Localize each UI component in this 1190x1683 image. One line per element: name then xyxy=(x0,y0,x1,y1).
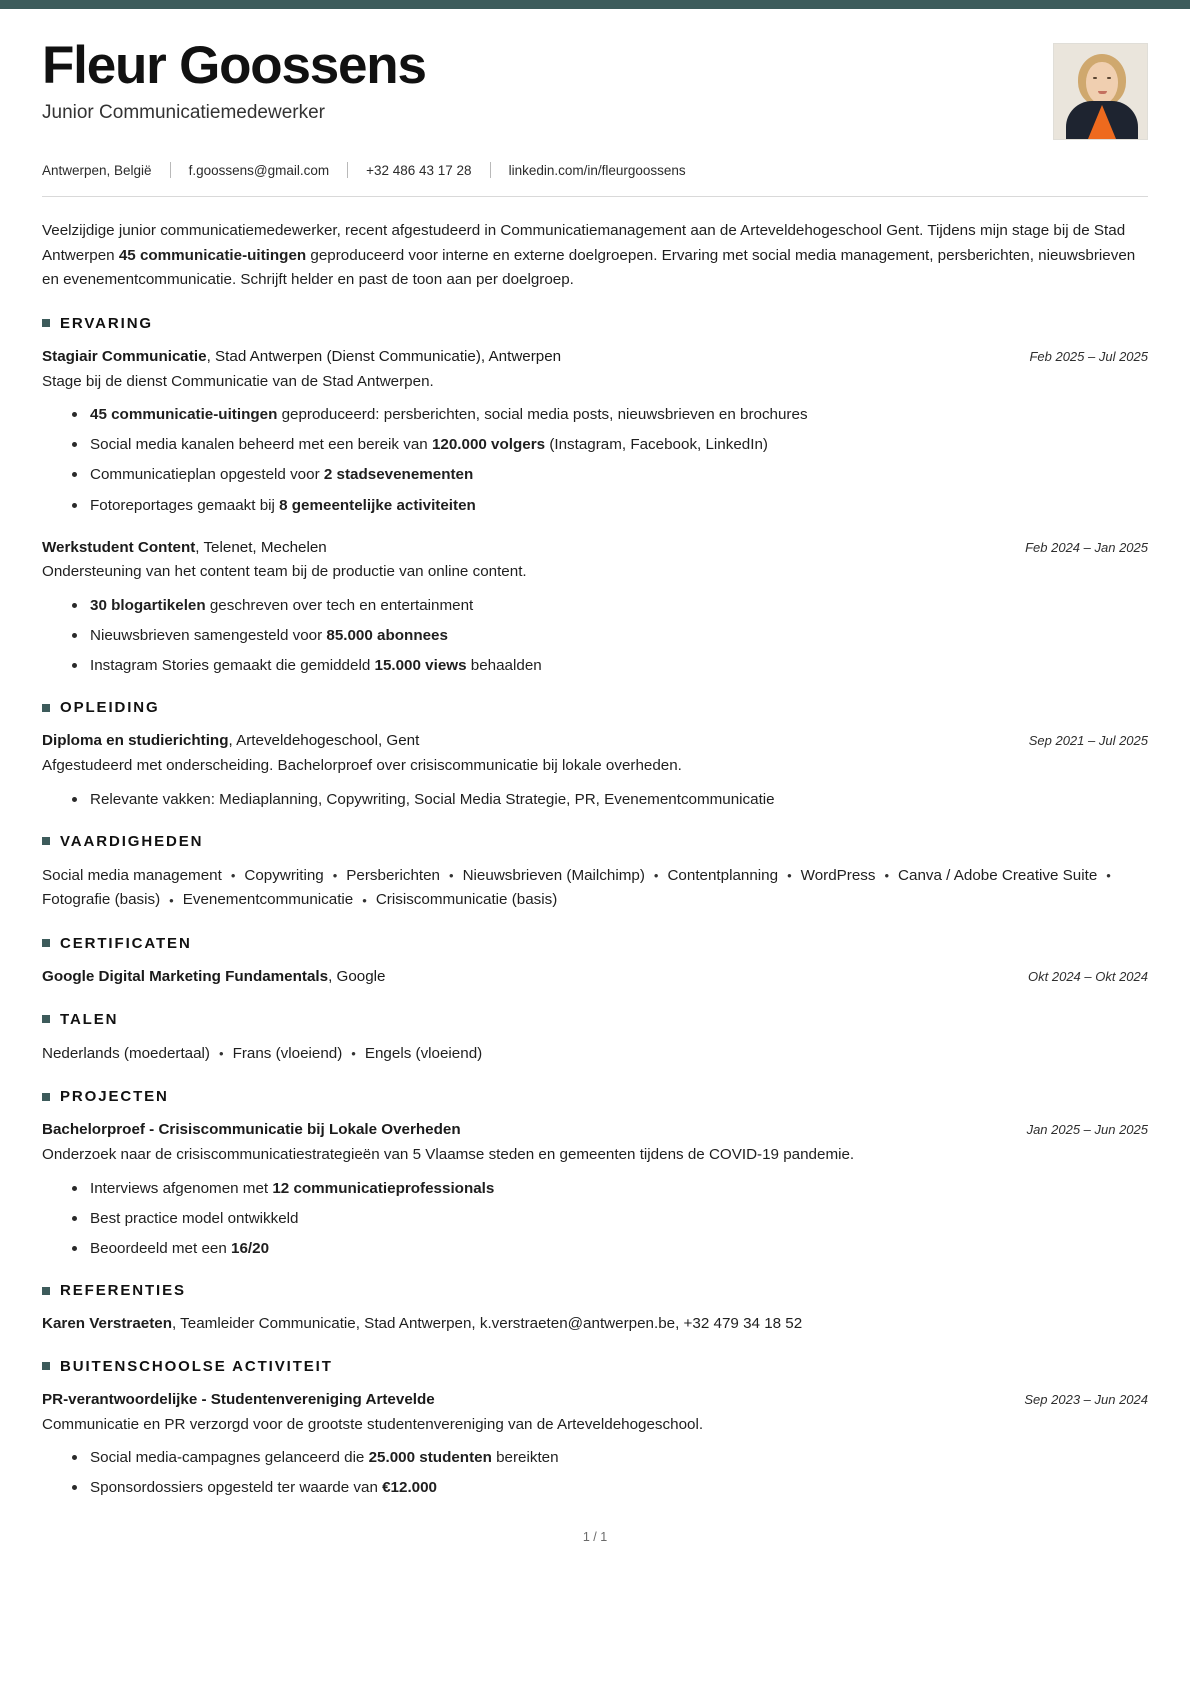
skills-inline-list xyxy=(42,864,1148,913)
page-footer xyxy=(0,1530,1190,1544)
bullet-highlight: 25.000 studenten xyxy=(368,1449,492,1467)
contact-bar xyxy=(42,162,1148,178)
contact-divider xyxy=(170,162,171,178)
education-entry xyxy=(42,730,1148,810)
separator-dot-icon: • xyxy=(219,1046,224,1062)
list-item xyxy=(72,788,1148,811)
skill-item: Copywriting xyxy=(244,866,324,884)
summary-highlight: 45 communicatie-uitingen xyxy=(118,246,307,264)
section-heading-label: PROJECTEN xyxy=(60,1088,169,1106)
skill-item: Crisiscommunicatie (basis) xyxy=(375,891,558,909)
bullet-highlight: 85.000 abonnees xyxy=(326,627,448,645)
bullet-text: Best practice model ontwikkeld xyxy=(90,1209,299,1227)
resume-page xyxy=(0,9,1190,1499)
section-opleiding xyxy=(42,699,1148,810)
section-heading-label: VAARDIGHEDEN xyxy=(60,832,204,850)
activity-entry xyxy=(42,1389,1148,1500)
entry-description: Afgestudeerd met onderscheiding. Bachelorproef over crisiscommunicatie bij lokale overheden. xyxy=(42,757,682,775)
project-name: Bachelorproef - Crisiscommunicatie bij Lokale Overheden xyxy=(42,1121,461,1139)
separator-dot-icon: • xyxy=(1106,868,1111,884)
bullet-text: geproduceerd: persberichten, social media posts, nieuwsbrieven en brochures xyxy=(277,406,808,424)
bullet-text: Relevante vakken: Mediaplanning, Copywriting, Social Media Strategie, PR, Evenementcommunicatie xyxy=(90,790,775,808)
skill-item: Contentplanning xyxy=(667,866,779,884)
section-referenties xyxy=(42,1282,1148,1336)
list-item xyxy=(72,594,1148,617)
resume-header xyxy=(42,9,1148,140)
contact-divider xyxy=(490,162,491,178)
entry-date: Sep 2023 – Jun 2024 xyxy=(1024,1391,1148,1407)
section-heading-label: BUITENSCHOOLSE ACTIVITEIT xyxy=(60,1357,333,1375)
bullet-highlight: 30 blogartikelen xyxy=(90,596,206,614)
list-item xyxy=(72,1207,1148,1230)
bullet-text: Social media kanalen beheerd met een bereik van xyxy=(90,436,432,454)
bullet-highlight: 120.000 volgers xyxy=(431,436,546,454)
contact-phone[interactable]: +32 486 43 17 28 xyxy=(366,162,472,178)
bullet-text: Social media-campagnes gelanceerd die xyxy=(90,1449,369,1467)
bullet-highlight: 45 communicatie-uitingen xyxy=(90,406,278,424)
bullet-highlight: 8 gemeentelijke activiteiten xyxy=(279,496,476,514)
square-bullet-icon xyxy=(42,704,50,712)
section-heading-label: ERVARING xyxy=(60,314,153,332)
entry-bullet-list xyxy=(42,1446,1148,1499)
entry-bullet-list xyxy=(42,403,1148,516)
skill-item: Social media management xyxy=(42,866,222,884)
entry-date: Feb 2025 – Jul 2025 xyxy=(1029,348,1148,364)
entry-date: Sep 2021 – Jul 2025 xyxy=(1028,733,1148,749)
certificate-name: Google Digital Marketing Fundamentals xyxy=(42,967,329,985)
square-bullet-icon xyxy=(42,837,50,845)
section-ervaring xyxy=(42,315,1148,677)
photo-face xyxy=(1086,62,1118,104)
entry-school: , Arteveldehogeschool, Gent xyxy=(228,732,420,750)
square-bullet-icon xyxy=(42,1287,50,1295)
entry-org: , Telenet, Mechelen xyxy=(195,538,327,556)
contact-email[interactable]: f.goossens@gmail.com xyxy=(188,162,330,178)
accent-top-bar xyxy=(0,0,1190,9)
section-heading-ervaring xyxy=(42,315,1148,332)
bullet-text: Communicatieplan opgesteld voor xyxy=(90,466,324,484)
section-heading-label: REFERENTIES xyxy=(60,1282,186,1300)
section-certificaten xyxy=(42,935,1148,989)
language-item: Engels (vloeiend) xyxy=(364,1044,483,1062)
separator-dot-icon: • xyxy=(169,892,174,908)
bullet-highlight: 2 stadsevenementen xyxy=(323,466,474,484)
separator-dot-icon: • xyxy=(449,868,454,884)
certificate-issuer: , Google xyxy=(328,967,386,985)
contact-linkedin[interactable]: linkedin.com/in/fleurgoossens xyxy=(508,162,686,178)
section-heading-label: OPLEIDING xyxy=(60,699,160,717)
entry-title xyxy=(42,346,561,369)
reference-name: Karen Verstraeten xyxy=(42,1315,173,1333)
square-bullet-icon xyxy=(42,1093,50,1101)
bullet-highlight: 16/20 xyxy=(231,1239,270,1257)
job-title-subtitle: Junior Communicatiemedewerker xyxy=(42,102,325,124)
square-bullet-icon xyxy=(42,1015,50,1023)
list-item xyxy=(72,624,1148,647)
language-item: Nederlands (moedertaal) xyxy=(42,1044,210,1062)
bullet-text: Nieuwsbrieven samengesteld voor xyxy=(90,627,327,645)
entry-title xyxy=(42,730,419,753)
list-item xyxy=(72,463,1148,486)
bullet-text: Interviews afgenomen met xyxy=(90,1179,273,1197)
list-item xyxy=(72,1237,1148,1260)
separator-dot-icon: • xyxy=(230,868,236,884)
entry-header xyxy=(42,966,1148,989)
entry-description: Onderzoek naar de crisiscommunicatiestrategieën van 5 Vlaamse steden en gemeenten tijdens de COVID-19 pandemie. xyxy=(42,1146,855,1164)
entry-date: Feb 2024 – Jan 2025 xyxy=(1025,539,1148,555)
photo-eye-left xyxy=(1093,77,1097,79)
section-heading-opleiding xyxy=(42,699,1148,716)
contact-divider xyxy=(347,162,348,178)
section-heading-certificaten xyxy=(42,935,1148,952)
section-projecten xyxy=(42,1088,1148,1260)
project-entry xyxy=(42,1119,1148,1260)
square-bullet-icon xyxy=(42,319,50,327)
page-number: 1 / 1 xyxy=(582,1530,608,1544)
list-item xyxy=(72,654,1148,677)
separator-dot-icon: • xyxy=(362,892,367,908)
entry-header xyxy=(42,346,1148,369)
professional-summary xyxy=(42,219,1148,293)
square-bullet-icon xyxy=(42,939,50,947)
languages-inline-list xyxy=(42,1042,1148,1067)
bullet-text: Beoordeeld met een xyxy=(90,1239,232,1257)
entry-description: Communicatie en PR verzorgd voor de grootste studentenvereniging van de Arteveldehogeschool. xyxy=(42,1415,704,1433)
bullet-text: Sponsordossiers opgesteld ter waarde van xyxy=(90,1479,383,1497)
square-bullet-icon xyxy=(42,1362,50,1370)
section-heading-projecten xyxy=(42,1088,1148,1105)
bullet-text: bereikten xyxy=(491,1449,559,1467)
photo-eye-right xyxy=(1107,77,1111,79)
avatar xyxy=(1053,43,1148,140)
skill-item: Evenementcommunicatie xyxy=(182,891,354,909)
section-heading-vaardigheden xyxy=(42,833,1148,850)
skill-item: Canva / Adobe Creative Suite xyxy=(898,866,1098,884)
list-item xyxy=(72,403,1148,426)
bullet-highlight: €12.000 xyxy=(382,1479,438,1497)
section-heading-referenties xyxy=(42,1282,1148,1299)
summary-part-2: geproduceerd voor interne en externe doelgroepen. Ervaring met social media management, persberichten, nieuwsbrieven en evenementcommunicatie. Schrijft helder en past de toon aan per doelgroep. xyxy=(42,246,1136,289)
list-item xyxy=(72,494,1148,517)
bullet-text: geschreven over tech en entertainment xyxy=(205,596,474,614)
skill-item: Nieuwsbrieven (Mailchimp) xyxy=(462,866,645,884)
skill-item: WordPress xyxy=(800,866,876,884)
section-heading-label: TALEN xyxy=(60,1010,119,1028)
page-title: Fleur Goossens xyxy=(42,36,426,95)
entry-header xyxy=(42,537,1148,560)
skill-item: Persberichten xyxy=(346,866,441,884)
entry-header xyxy=(42,1389,1148,1412)
entry-date: Okt 2024 – Okt 2024 xyxy=(1028,968,1148,984)
entry-header xyxy=(42,1119,1148,1142)
entry-header xyxy=(42,730,1148,753)
section-talen xyxy=(42,1011,1148,1067)
entry-org: , Stad Antwerpen (Dienst Communicatie), Antwerpen xyxy=(206,347,562,365)
entry-date: Jan 2025 – Jun 2025 xyxy=(1026,1122,1148,1138)
section-heading-talen xyxy=(42,1011,1148,1028)
entry-title xyxy=(42,1119,461,1142)
bullet-text: (Instagram, Facebook, LinkedIn) xyxy=(545,436,768,454)
entry-bullet-list xyxy=(42,594,1148,677)
section-vaardigheden xyxy=(42,833,1148,913)
entry-bullet-list xyxy=(42,1177,1148,1260)
activity-role: PR-verantwoordelijke - Studentenvereniging Artevelde xyxy=(42,1390,435,1408)
list-item xyxy=(72,1476,1148,1499)
separator-dot-icon: • xyxy=(653,868,659,884)
reference-details: , Teamleider Communicatie, Stad Antwerpen, k.verstraeten@antwerpen.be, +32 479 34 18 52 xyxy=(172,1315,803,1333)
experience-entry xyxy=(42,346,1148,517)
bullet-text: behaalden xyxy=(466,657,542,675)
list-item xyxy=(72,1177,1148,1200)
bullet-highlight: 15.000 views xyxy=(374,657,467,675)
skill-item: Fotografie (basis) xyxy=(42,891,161,909)
list-item xyxy=(72,433,1148,456)
bullet-text: Instagram Stories gemaakt die gemiddeld xyxy=(90,657,375,675)
experience-entry xyxy=(42,537,1148,678)
language-item: Frans (vloeiend) xyxy=(232,1044,343,1062)
list-item xyxy=(72,1446,1148,1469)
certificate-entry xyxy=(42,966,1148,989)
separator-dot-icon: • xyxy=(351,1046,356,1062)
section-heading-buitenschoolse xyxy=(42,1358,1148,1375)
entry-title xyxy=(42,537,327,560)
section-heading-label: CERTIFICATEN xyxy=(60,934,192,952)
entry-bullet-list xyxy=(42,788,1148,811)
header-text-block xyxy=(42,37,1053,124)
separator-dot-icon: • xyxy=(332,868,338,884)
contact-location: Antwerpen, België xyxy=(42,162,152,178)
bullet-text: Fotoreportages gemaakt bij xyxy=(90,496,280,514)
entry-role: Werkstudent Content xyxy=(42,538,196,556)
entry-title xyxy=(42,966,386,989)
entry-role: Stagiair Communicatie xyxy=(42,347,207,365)
bullet-highlight: 12 communicatieprofessionals xyxy=(272,1179,495,1197)
entry-description: Stage bij de dienst Communicatie van de Stad Antwerpen. xyxy=(42,372,434,390)
summary-part-1: Veelzijdige junior communicatiemedewerker, recent afgestudeerd in Communicatiemanagement aan de Arteveldehogeschool Gent. Tijdens mijn stage bij de Stad Antwerpen xyxy=(42,222,1126,264)
entry-description: Ondersteuning van het content team bij de productie van online content. xyxy=(42,563,527,581)
separator-dot-icon: • xyxy=(787,868,792,884)
separator-dot-icon: • xyxy=(884,868,890,884)
reference-line xyxy=(42,1313,1148,1336)
header-rule xyxy=(42,196,1148,197)
entry-degree: Diploma en studierichting xyxy=(42,732,229,750)
section-buitenschoolse-activiteit xyxy=(42,1358,1148,1500)
entry-title xyxy=(42,1389,435,1412)
